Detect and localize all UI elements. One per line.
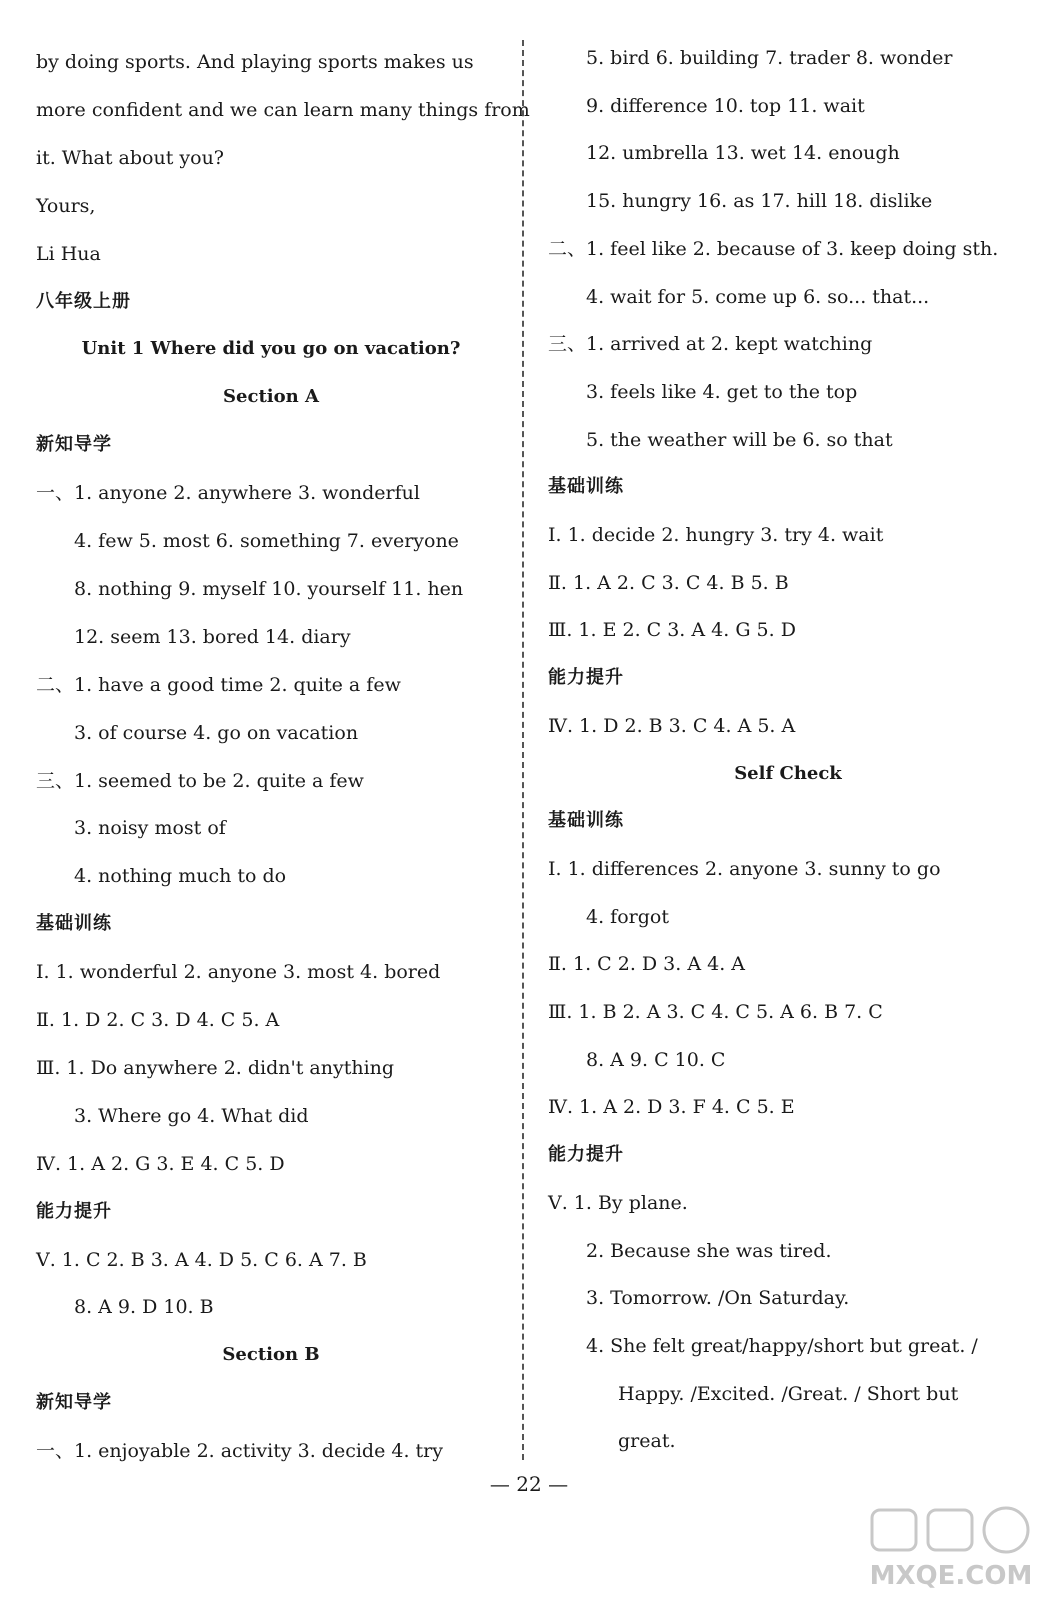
answer-line: 8. A 9. C 10. C <box>586 1048 726 1071</box>
answer-line: 二、1. feel like 2. because of 3. keep doing sth. <box>548 237 999 260</box>
answer-line: 8. A 9. D 10. B <box>74 1296 214 1319</box>
answer-line: it. What about you? <box>36 146 224 169</box>
answer-line: 15. hungry 16. as 17. hill 18. dislike <box>586 190 933 213</box>
answer-line: 3. Where go 4. What did <box>74 1104 309 1127</box>
answer-line: Yours, <box>36 194 96 217</box>
answer-line: 12. umbrella 13. wet 14. enough <box>586 142 900 165</box>
answer-line: Ⅳ. 1. A 2. G 3. E 4. C 5. D <box>36 1152 285 1175</box>
answer-line: Ⅲ. 1. E 2. C 3. A 4. G 5. D <box>548 619 796 642</box>
section-heading: Section A <box>223 386 319 408</box>
answer-line: 3. of course 4. go on vacation <box>74 721 359 744</box>
answer-line: Ⅱ. 1. D 2. C 3. D 4. C 5. A <box>36 1009 280 1031</box>
section-heading: Section B <box>222 1344 320 1366</box>
answer-line: Ⅳ. 1. D 2. B 3. C 4. A 5. A <box>548 714 796 737</box>
category-heading: 八年级上册 <box>36 290 131 312</box>
category-heading: 基础训练 <box>548 476 624 498</box>
answer-stamp-icon <box>872 1508 1028 1552</box>
watermark-logo <box>866 1504 1036 1594</box>
answer-line: 一、1. enjoyable 2. activity 3. decide 4. try <box>36 1440 443 1463</box>
answer-line: Ⅱ. 1. C 2. D 3. A 4. A <box>548 953 745 976</box>
answer-line: 3. Tomorrow. /On Saturday. <box>586 1287 850 1310</box>
answer-line: 8. nothing 9. myself 10. yourself 11. hen <box>74 577 464 600</box>
answer-line: 4. She felt great/happy/short but great. / <box>586 1334 978 1357</box>
answer-line: Ⅰ. 1. wonderful 2. anyone 3. most 4. bored <box>36 961 441 984</box>
category-heading: 基础训练 <box>36 913 112 935</box>
category-heading: 能力提升 <box>36 1200 112 1222</box>
category-heading: 能力提升 <box>548 1144 624 1166</box>
answer-line: 三、1. seemed to be 2. quite a few <box>36 769 364 792</box>
answer-line: more confident and we can learn many things from <box>36 98 530 121</box>
answer-line: Ⅳ. 1. A 2. D 3. F 4. C 5. E <box>548 1096 795 1119</box>
answer-line: 5. the weather will be 6. so that <box>586 428 893 451</box>
page-number: — 22 — <box>489 1472 569 1496</box>
answer-line: 5. bird 6. building 7. trader 8. wonder <box>586 47 953 69</box>
answer-line: Ⅲ. 1. B 2. A 3. C 4. C 5. A 6. B 7. C <box>548 1001 883 1023</box>
answer-line: great. <box>618 1430 676 1453</box>
answer-line: 3. noisy most of <box>74 817 226 840</box>
category-heading: 能力提升 <box>548 667 624 689</box>
category-heading: 基础训练 <box>548 810 624 832</box>
answer-line: Ⅱ. 1. A 2. C 3. C 4. B 5. B <box>548 571 789 594</box>
answer-line: 9. difference 10. top 11. wait <box>586 94 865 117</box>
answer-line: Happy. /Excited. /Great. / Short but <box>618 1382 959 1405</box>
answer-line: 一、1. anyone 2. anywhere 3. wonderful <box>36 482 420 505</box>
answer-line: 4. wait for 5. come up 6. so... that... <box>586 285 930 308</box>
answer-line: 3. feels like 4. get to the top <box>586 380 858 403</box>
answer-line: 4. few 5. most 6. something 7. everyone <box>74 530 459 552</box>
answer-line: Li Hua <box>36 242 101 265</box>
answer-line: Ⅰ. 1. decide 2. hungry 3. try 4. wait <box>548 524 884 546</box>
answer-line: by doing sports. And playing sports makes us <box>36 51 474 73</box>
answer-line: 2. Because she was tired. <box>586 1239 832 1262</box>
answer-line: 三、1. arrived at 2. kept watching <box>548 333 873 356</box>
answer-line: 4. forgot <box>586 905 669 928</box>
category-heading: 新知导学 <box>36 434 112 456</box>
answer-line: 二、1. have a good time 2. quite a few <box>36 673 401 696</box>
answer-line: 12. seem 13. bored 14. diary <box>74 625 351 648</box>
answer-line: Ⅴ. 1. C 2. B 3. A 4. D 5. C 6. A 7. B <box>36 1248 367 1271</box>
answer-line: Ⅰ. 1. differences 2. anyone 3. sunny to go <box>548 857 941 880</box>
section-heading: Unit 1 Where did you go on vacation? <box>81 338 461 360</box>
column-divider <box>522 40 524 1460</box>
section-heading: Self Check <box>734 762 842 784</box>
watermark-text: MXQE.COM <box>869 1561 1033 1591</box>
answer-line: Ⅲ. 1. Do anywhere 2. didn't anything <box>36 1056 395 1079</box>
category-heading: 新知导学 <box>36 1392 112 1414</box>
answer-line: 4. nothing much to do <box>74 865 287 888</box>
answer-line: Ⅴ. 1. By plane. <box>548 1191 688 1214</box>
